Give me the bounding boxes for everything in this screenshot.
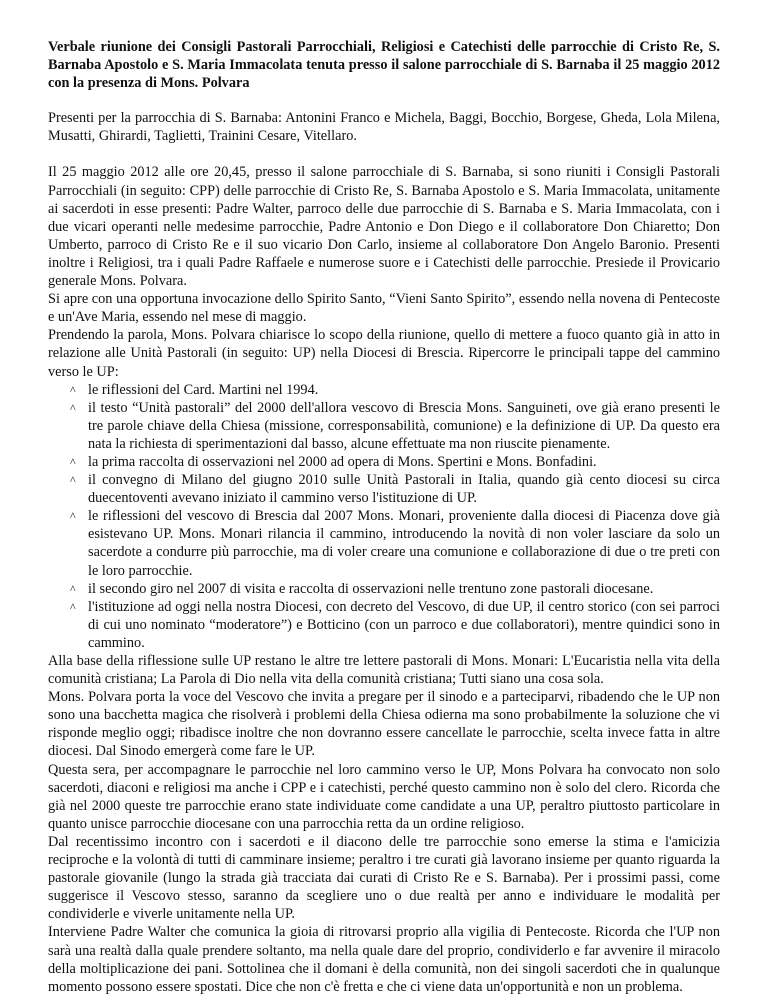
body-paragraph: Prendendo la parola, Mons. Polvara chiarisce lo scopo della riunione, quello di mettere a fuoco quanto già in atto in relazione alle Unità Pastorali (in seguito: UP) nella Diocesi di Brescia. Ripercorre le principali tappe del cammino verso le UP: — [48, 327, 720, 380]
list-item-text: il testo “Unità pastorali” del 2000 dell'allora vescovo di Brescia Mons. Sanguineti, ove già erano presenti le tre parole chiave della Chiesa (missione, corresponsabilità, comunione) e la definizione di UP. Da questo era nata la richiesta di sperimentazioni dal basso, alcune effettuate ma non riuscite pienamente. — [88, 399, 720, 452]
list-item-text: la prima raccolta di osservazioni nel 2000 ad opera di Mons. Spertini e Mons. Bonfadini. — [88, 453, 597, 470]
list-item-text: le riflessioni del Card. Martini nel 1994. — [88, 381, 319, 398]
caret-up-icon: ^ — [70, 473, 76, 488]
body-paragraph: Interviene Padre Walter che comunica la gioia di ritrovarsi proprio alla vigilia di Pentecoste. Ricorda che l'UP non sarà una realtà dalla quale prendere soltanto, ma nella quale dare del proprio, condividerlo e far avvenire il miracolo della moltiplicazione dei pani. Sottolinea che il domani è della comunità, non dei singoli sacerdoti che in qualunque momento possono essere spostati. Dice che non c'è fretta e che ci viene data un'opportunità e non un problema. — [48, 924, 720, 995]
milestones-list — [48, 381, 720, 652]
list-item — [70, 580, 720, 598]
list-item-text: il convegno di Milano del giugno 2010 sulle Unità Pastorali in Italia, quando già cento diocesi su circa duecentoventi avevano iniziato il cammino verso l'istituzione di UP. — [88, 472, 720, 507]
caret-up-icon: ^ — [70, 509, 76, 524]
caret-up-icon: ^ — [70, 599, 76, 614]
caret-up-icon: ^ — [70, 400, 76, 415]
caret-up-icon: ^ — [70, 581, 76, 596]
list-item — [70, 381, 720, 399]
list-item — [70, 507, 720, 579]
attendees-paragraph: Presenti per la parrocchia di S. Barnaba: Antonini Franco e Michela, Baggi, Bocchio, Borgese, Gheda, Lola Milena, Musatti, Ghirardi, Taglietti, Trainini Cesare, Vitellaro. — [48, 110, 720, 145]
body-paragraph: Alla base della riflessione sulle UP restano le altre tre lettere pastorali di Mons. Monari: L'Eucaristia nella vita della comunità cristiana; La Parola di Dio nella vita della comunità cristiana; Tutti siano una cosa sola. — [48, 653, 720, 688]
body-paragraph: Mons. Polvara porta la voce del Vescovo che invita a pregare per il sinodo e a parteciparvi, ribadendo che le UP non sono una bacchetta magica che risolverà i problemi della Chiesa odierna ma sono probabilmente la soluzione che vi risponde meglio oggi; ribadisce inoltre che non dovranno essere cancellate le parrocchie, scelta invece fatta in altre diocesi. Dal Sinodo emergerà come fare le UP. — [48, 689, 720, 760]
list-item — [70, 453, 720, 471]
document-title: Verbale riunione dei Consigli Pastorali Parrocchiali, Religiosi e Catechisti delle parrocchie di Cristo Re, S. Barnaba Apostolo e S. Maria Immacolata tenuta presso il salone parrocchiale di S. Barnaba il 25 maggio 2012 con la presenza di Mons. Polvara — [48, 39, 720, 92]
body-paragraph: Si apre con una opportuna invocazione dello Spirito Santo, “Vieni Santo Spirito”, essendo nella novena di Pentecoste e un'Ave Maria, essendo nel mese di maggio. — [48, 291, 720, 326]
caret-up-icon: ^ — [70, 382, 76, 397]
caret-up-icon: ^ — [70, 454, 76, 469]
list-item — [70, 598, 720, 652]
body-paragraph: Il 25 maggio 2012 alle ore 20,45, presso il salone parrocchiale di S. Barnaba, si sono riuniti i Consigli Pastorali Parrocchiali (in seguito: CPP) delle parrocchie di Cristo Re, S. Barnaba Apostolo e S. Maria Immacolata, unitamente ai sacerdoti in esse presenti: Padre Walter, parroco delle due parrocchie di S. Barnaba e S. Maria Immacolata, con i due vicari operanti nelle medesime parrocchie, Padre Antonio e Don Diego e il collaboratore Don Chiaretto; Don Umberto, parroco di Cristo Re e il suo vicario Don Carlo, insieme al collaboratore Don Angelo Baronio. Presenti inoltre i Religiosi, tra i quali Padre Raffaele e numerose suore e i Catechisti delle parrocchie. Presiede il Provicario generale Mons. Polvara. — [48, 164, 720, 290]
list-item-text: le riflessioni del vescovo di Brescia dal 2007 Mons. Monari, proveniente dalla diocesi di Piacenza dove già esistevano UP. Mons. Monari rilancia il cammino, introducendo la novità di non voler lasciare da solo un sacerdote a condurre più parrocchie, ma di voler creare una comunione e collaborazione di due o tre preti con le loro parrocchie. — [88, 508, 720, 579]
body-paragraph: Dal recentissimo incontro con i sacerdoti e il diacono delle tre parrocchie sono emerse la stima e l'amicizia reciproche e la volontà di tutti di camminare insieme; peraltro i tre curati già lavorano insieme per quanto riguarda la pastorale giovanile (lungo la strada già tracciata dai curati di Cristo Re e S. Barnaba). Per i prossimi passi, come suggerisce il Vescovo stesso, saranno da scegliere uno o due realtà per anno e individuare le modalità per condividerle e viverle unitamente nella UP. — [48, 833, 720, 923]
body-paragraph: Questa sera, per accompagnare le parrocchie nel loro cammino verso le UP, Mons Polvara ha convocato non solo sacerdoti, diaconi e religiosi ma anche i CPP e i catechisti, perché questo cammino non è solo del clero. Ricorda che già nel 2000 queste tre parrocchie erano state individuate come candidate a una UP, peraltro piuttosto particolare in quanto unisce parrocchie diocesane con una parrocchia retta da un ordine religioso. — [48, 761, 720, 832]
list-item — [70, 399, 720, 453]
list-item-text: l'istituzione ad oggi nella nostra Diocesi, con decreto del Vescovo, di due UP, il centro storico (con sei parroci di cui uno nominato “moderatore”) e Botticino (con un parroco e due collaboratori), mentre quindici sono in cammino. — [88, 598, 720, 651]
list-item — [70, 471, 720, 507]
list-item-text: il secondo giro nel 2007 di visita e raccolta di osservazioni nelle trentuno zone pastorali diocesane. — [88, 580, 654, 597]
